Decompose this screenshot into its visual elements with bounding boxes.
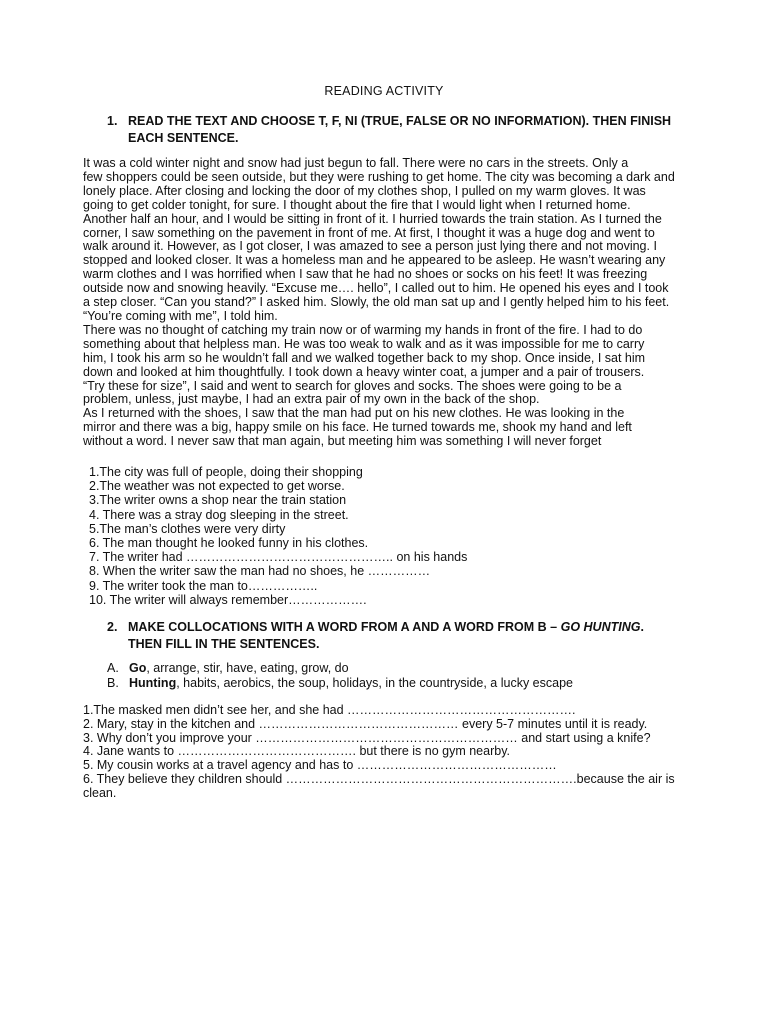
section-2-heading-example: GO HUNTING: [560, 620, 641, 634]
section-2-heading-line-2: THEN FILL IN THE SENTENCES.: [128, 637, 320, 651]
sentence-item: 3. Why don’t you improve your ……………………………………………………… and start using a knife?: [83, 730, 651, 745]
story-line: going to get colder tonight, for sure. I thought about the fire that I would light when I returned home.: [83, 197, 631, 212]
statement-item: 2.The weather was not expected to get worse.: [89, 479, 345, 494]
section-1-heading: [107, 113, 707, 147]
sentence-item: 4. Jane wants to ……………………………………. but there is no gym nearby.: [83, 744, 510, 759]
statement-item: 8. When the writer saw the man had no shoes, he ……………: [89, 564, 431, 579]
statement-item: 10. The writer will always remember……………….: [89, 592, 367, 607]
story-line: mirror and there was a big, happy smile on his face. He turned towards me, shook my hand and left: [83, 420, 632, 435]
section-2-heading-line-1: [128, 619, 707, 636]
story-line: corner, I saw something on the pavement in front of me. At first, I thought it was a huge dog and went to: [83, 225, 655, 240]
word-lists: [107, 661, 707, 691]
section-2-heading-text: MAKE COLLOCATIONS WITH A WORD FROM A AND A WORD FROM B –: [128, 620, 561, 634]
section-1-heading-line-2: EACH SENTENCE.: [128, 131, 239, 145]
section-2-number: 2.: [107, 620, 118, 634]
story-line: There was no thought of catching my train now or of warming my hands in front of the fire. I had to do: [83, 322, 643, 337]
statement-item: 7. The writer had ………………………………………….. on his hands: [89, 550, 468, 565]
list-b-example-word: Hunting: [129, 676, 177, 690]
story-line: “Try these for size”, I said and went to search for gloves and socks. The shoes were going to be a: [83, 378, 622, 393]
story-line: him, I took his arm so he wouldn’t fall and we walked together back to my shop. Once inside, I sat him: [83, 350, 646, 365]
story-line: problem, unless, just maybe, I had an extra pair of my own in the back of the shop.: [83, 392, 540, 407]
section-1-number: 1.: [107, 114, 118, 128]
statement-item: 5.The man’s clothes were very dirty: [89, 521, 286, 536]
list-b-label: B.: [107, 676, 119, 690]
story-line: lonely place. After closing and locking the door of my clothes shop, I pulled on my warm gloves. It was: [83, 183, 646, 198]
story-line: walk around it. However, as I got closer, I was amazed to see a person just lying there and not moving. I: [83, 239, 657, 254]
list-a-words: , arrange, stir, have, eating, grow, do: [146, 661, 349, 675]
sentence-item: 6. They believe they children should …………………………………………………………….because the air is clean.: [83, 771, 675, 800]
statement-item: 3.The writer owns a shop near the train station: [89, 493, 347, 508]
statement-item: 1.The city was full of people, doing their shopping: [89, 465, 363, 479]
list-b-words: , habits, aerobics, the soup, holidays, in the countryside, a lucky escape: [176, 676, 573, 690]
story-line: few shoppers could be seen outside, but they were rushing to get home. The city was becoming a dark and: [83, 169, 675, 184]
section-1-heading-line-1: READ THE TEXT AND CHOOSE T, F, NI (TRUE, FALSE OR NO INFORMATION). THEN FINISH: [128, 114, 672, 128]
story-line: As I returned with the shoes, I saw that the man had put on his new clothes. He was looking in the: [83, 406, 625, 421]
story-line: Another half an hour, and I would be sitting in front of it. I hurried towards the train station. As I turned the: [83, 211, 662, 226]
statement-item: 6. The man thought he looked funny in his clothes.: [89, 536, 369, 551]
sentence-item: 1.The masked men didn’t see her, and she had ……………………………………………….: [83, 703, 576, 717]
story-line: without a word. I never saw that man again, but meeting him was something I will never forget: [83, 434, 602, 449]
story-line: down and looked at him thoughtfully. I took down a heavy winter coat, a jumper and a pair of trousers.: [83, 364, 645, 379]
statement-item: 9. The writer took the man to……………..: [89, 578, 318, 593]
word-list-a: [107, 661, 707, 676]
story-line: warm clothes and I was horrified when I saw that he had no shoes or socks on his feet! It was freezing: [83, 267, 648, 282]
reading-text: [83, 157, 693, 449]
word-list-b: [107, 676, 707, 691]
list-a-example-word: Go: [129, 661, 147, 675]
section-2-heading-period: .: [640, 620, 644, 634]
sentence-item: 2. Mary, stay in the kitchen and ………………………………………… every 5-7 minutes until it is ready.: [83, 716, 648, 731]
sentence-item: 5. My cousin works at a travel agency and has to …………………………………………: [83, 758, 557, 773]
statement-item: 4. There was a stray dog sleeping in the street.: [89, 507, 349, 522]
fill-in-sentences: [83, 704, 698, 801]
story-line: “You’re coming with me”, I told him.: [83, 308, 278, 323]
story-line: outside now and snowing heavily. “Excuse me…. hello”, I called out to him. He opened his eyes and I took: [83, 281, 669, 296]
page-title: READING ACTIVITY: [324, 84, 444, 98]
story-line: something about that helpless man. He was too weak to walk and as it was impossible for me to carry: [83, 336, 645, 351]
story-line: It was a cold winter night and snow had just begun to fall. There were no cars in the streets. Only a: [83, 156, 629, 170]
true-false-list: [89, 465, 689, 607]
story-line: stopped and looked closer. It was a homeless man and he appeared to be asleep. He wasn’t wearing any: [83, 253, 666, 268]
story-line: a step closer. “Can you stand?” I asked him. Slowly, the old man sat up and I gently helped him to his feet.: [83, 295, 670, 310]
list-a-label: A.: [107, 661, 119, 675]
section-2-heading: [107, 619, 707, 653]
